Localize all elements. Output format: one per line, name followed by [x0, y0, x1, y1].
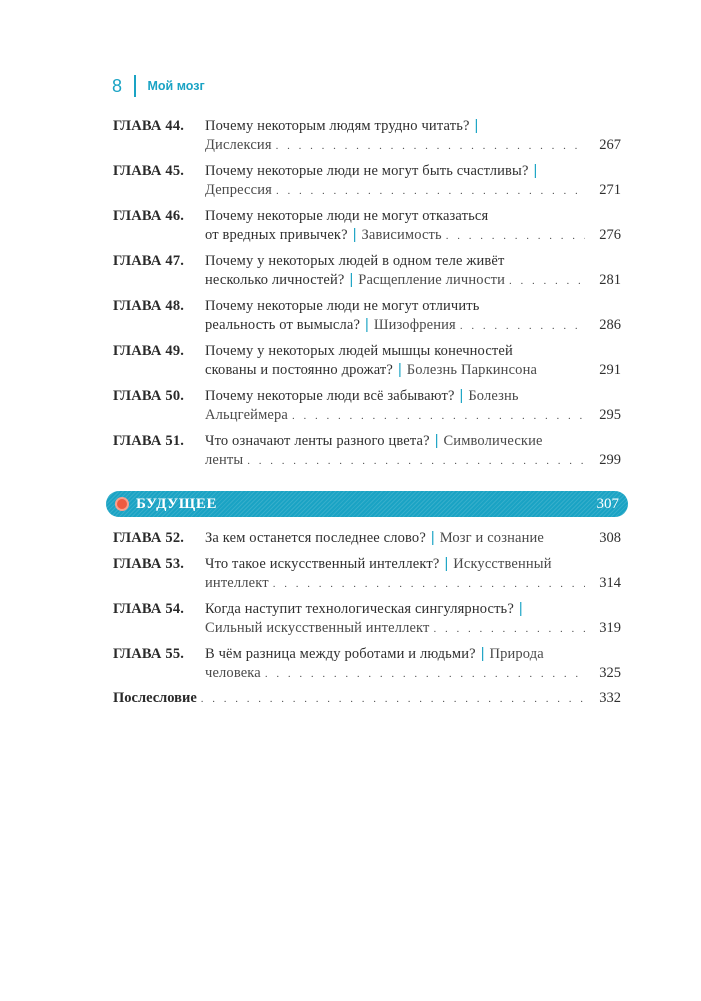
chapter-topic: Зависимость: [361, 227, 442, 243]
chapter-title-cont: реальность от вымысла?: [205, 317, 361, 333]
chapter-topic: Болезнь: [468, 388, 519, 404]
chapter-title: Когда наступит технологическая сингулярность?: [205, 601, 514, 617]
leader-dots: [434, 620, 585, 638]
chapter-topic: Болезнь Паркинсона: [406, 362, 538, 378]
chapter-topic-cont: человека: [205, 665, 261, 681]
chapter-label: ГЛАВА 51.: [113, 433, 185, 449]
chapter-page: 286: [599, 317, 621, 333]
chapter-topic: Мозг и сознание: [439, 530, 544, 546]
leader-dots: [446, 227, 585, 245]
chapter-label: ГЛАВА 48.: [113, 298, 185, 314]
section-title: БУДУЩЕЕ: [136, 495, 218, 512]
chapter-title: Что такое искусственный интеллект?: [205, 556, 440, 572]
chapter-label: ГЛАВА 50.: [113, 388, 185, 404]
chapter-topic: Расщепление личности: [358, 272, 505, 288]
chapter-topic: Депрессия: [205, 182, 272, 198]
chapter-title-cont: скованы и постоянно дрожат?: [205, 362, 394, 378]
chapter-topic-cont: Альцгеймера: [205, 407, 288, 423]
page-number: 8: [112, 75, 123, 96]
chapter-page: 271: [599, 182, 621, 198]
leader-dots: [201, 690, 585, 708]
chapter-title: Почему некоторые люди всё забывают?: [205, 388, 455, 404]
chapter-page: 267: [599, 137, 621, 153]
chapter-title: Почему некоторые люди не могут отличить: [205, 298, 480, 314]
chapter-title: Почему некоторые люди не могут отказаться: [205, 208, 489, 224]
chapter-topic-cont: интеллект: [205, 575, 269, 591]
leader-dots: [292, 407, 585, 425]
chapter-page: 295: [599, 407, 621, 423]
chapter-topic: Природа: [489, 646, 544, 662]
leader-dots: [247, 452, 585, 470]
chapter-page: 299: [599, 452, 621, 468]
chapter-title: Почему у некоторых людей мышцы конечностей: [205, 343, 513, 359]
section-bullet-icon: [115, 497, 129, 511]
chapter-label: ГЛАВА 44.: [113, 118, 185, 134]
header-divider: [134, 75, 136, 97]
chapter-label: ГЛАВА 49.: [113, 343, 185, 359]
chapter-title: Почему некоторые люди не могут быть счастливы?: [205, 163, 529, 179]
chapter-page: 308: [599, 530, 621, 546]
leader-dots: [509, 272, 585, 290]
chapter-title: В чём разница между роботами и людьми?: [205, 646, 476, 662]
chapter-title: Почему у некоторых людей в одном теле живёт: [205, 253, 505, 269]
running-head: [112, 73, 205, 99]
chapter-page: 281: [599, 272, 621, 288]
section-page: 307: [596, 495, 619, 512]
chapter-label: ГЛАВА 54.: [113, 601, 185, 617]
chapter-topic: Сильный искусственный интеллект: [205, 620, 430, 636]
toc-entry-afterword[interactable]: [113, 689, 621, 708]
chapter-title: Почему некоторым людям трудно читать?: [205, 118, 470, 134]
chapter-page: 325: [599, 665, 621, 681]
chapter-label: ГЛАВА 45.: [113, 163, 185, 179]
chapter-title: За кем останется последнее слово?: [205, 530, 426, 546]
chapter-label: ГЛАВА 52.: [113, 530, 185, 546]
afterword-label: Послесловие: [113, 690, 197, 706]
chapter-page: 314: [599, 575, 621, 591]
chapter-page: 291: [599, 362, 621, 378]
leader-dots: [276, 137, 585, 155]
chapter-topic-cont: ленты: [205, 452, 244, 468]
chapter-topic: Дислексия: [205, 137, 272, 153]
chapter-title: Что означают ленты разного цвета?: [205, 433, 430, 449]
section-header-future[interactable]: [106, 491, 628, 517]
chapter-label: ГЛАВА 53.: [113, 556, 185, 572]
afterword-page: 332: [599, 690, 621, 706]
chapter-title-cont: от вредных привычек?: [205, 227, 348, 243]
chapter-title-cont: несколько личностей?: [205, 272, 345, 288]
book-title: Мой мозг: [147, 79, 205, 93]
chapter-label: ГЛАВА 46.: [113, 208, 185, 224]
chapter-page: 276: [599, 227, 621, 243]
leader-dots: [460, 317, 585, 335]
leader-dots: [265, 665, 585, 683]
chapter-topic: Шизофрения: [373, 317, 456, 333]
chapter-topic: Искусственный: [453, 556, 552, 572]
chapter-label: ГЛАВА 55.: [113, 646, 185, 662]
leader-dots: [276, 182, 585, 200]
leader-dots: [273, 575, 585, 593]
chapter-label: ГЛАВА 47.: [113, 253, 185, 269]
chapter-topic: Символические: [443, 433, 543, 449]
chapter-page: 319: [599, 620, 621, 636]
